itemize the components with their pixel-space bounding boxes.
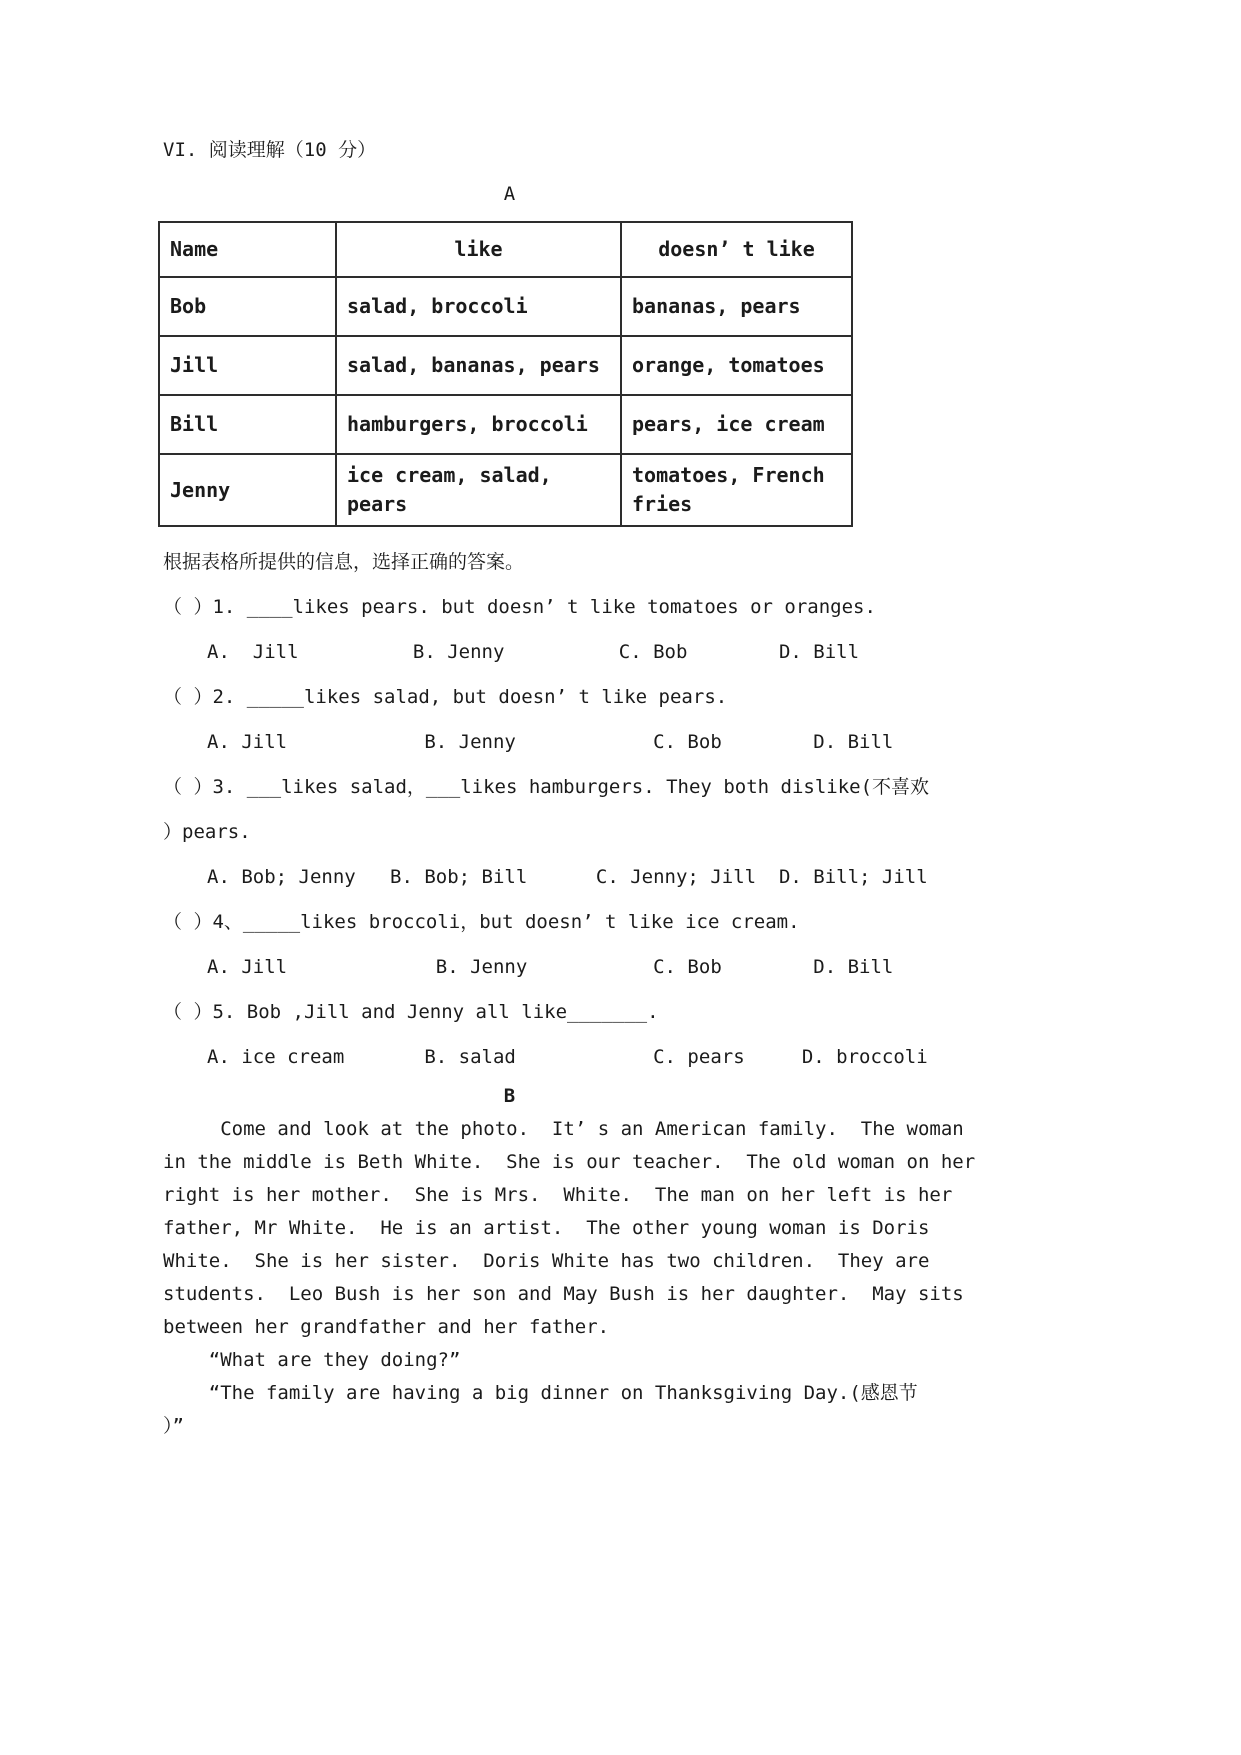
table-row-jenny <box>159 454 852 526</box>
cell-name: Bill <box>159 395 336 454</box>
passage-line: Come and look at the photo. It’ s an American family. The woman <box>163 1118 964 1140</box>
section-b-label: B <box>503 1085 516 1107</box>
question-4-stem: （ ）4、_____likes broccoli，but doesn’ t like ice cream. <box>163 911 800 933</box>
table-header-row <box>159 222 852 277</box>
cell-like: salad, broccoli <box>336 277 621 336</box>
passage-line: father, Mr White. He is an artist. The other young woman is Doris <box>163 1217 930 1239</box>
table-row-bob <box>159 277 852 336</box>
passage-line: “What are they doing?” <box>163 1349 461 1371</box>
table-header-like: like <box>336 222 621 277</box>
passage-line: ）” <box>163 1415 184 1437</box>
cell-like: salad, bananas, pears <box>336 336 621 395</box>
question-5-stem: （ ）5. Bob ,Jill and Jenny all like_______. <box>163 1001 659 1023</box>
passage-line: between her grandfather and her father. <box>163 1316 610 1338</box>
food-preference-table <box>158 221 853 527</box>
question-2-stem: （ ）2. _____likes salad, but doesn’ t like pears. <box>163 686 728 708</box>
cell-doesnt-like: tomatoes, French fries <box>621 454 852 526</box>
table-row-jill <box>159 336 852 395</box>
passage-line: White. She is her sister. Doris White has two children. They are <box>163 1250 930 1272</box>
cell-like: hamburgers, broccoli <box>336 395 621 454</box>
exam-content <box>163 128 1023 1443</box>
question-4-options: A. Jill B. Jenny C. Bob D. Bill <box>207 956 894 978</box>
table-header-name: Name <box>159 222 336 277</box>
section-a-label: A <box>503 183 516 205</box>
cell-name: Bob <box>159 277 336 336</box>
table-row-bill <box>159 395 852 454</box>
cell-name: Jill <box>159 336 336 395</box>
instruction-text: 根据表格所提供的信息，选择正确的答案。 <box>163 551 525 573</box>
cell-doesnt-like: orange, tomatoes <box>621 336 852 395</box>
passage-line: right is her mother. She is Mrs. White. The man on her left is her <box>163 1184 953 1206</box>
cell-like: ice cream, salad, pears <box>336 454 621 526</box>
cell-doesnt-like: bananas, pears <box>621 277 852 336</box>
cell-name: Jenny <box>159 454 336 526</box>
cell-doesnt-like: pears, ice cream <box>621 395 852 454</box>
question-1-options: A. Jill B. Jenny C. Bob D. Bill <box>207 641 860 663</box>
passage-line: students. Leo Bush is her son and May Bush is her daughter. May sits <box>163 1283 964 1305</box>
question-2-options: A. Jill B. Jenny C. Bob D. Bill <box>207 731 894 753</box>
passage-line: “The family are having a big dinner on Thanksgiving Day.(感恩节 <box>163 1382 918 1404</box>
passage-line: in the middle is Beth White. She is our teacher. The old woman on her <box>163 1151 976 1173</box>
question-3-stem-continued: ）pears. <box>163 821 251 843</box>
page-title: VI. 阅读理解（10 分） <box>163 139 377 161</box>
question-1-stem: （ ）1. ____likes pears. but doesn’ t like tomatoes or oranges. <box>163 596 876 618</box>
question-5-options: A. ice cream B. salad C. pears D. broccoli <box>207 1046 928 1068</box>
table-header-doesnt-like: doesn’ t like <box>621 222 852 277</box>
question-3-stem: （ ）3. ___likes salad，___likes hamburgers. They both dislike(不喜欢 <box>163 776 930 798</box>
reading-passage <box>163 1113 1023 1443</box>
question-3-options: A. Bob; Jenny B. Bob; Bill C. Jenny; Jill D. Bill; Jill <box>207 866 928 888</box>
